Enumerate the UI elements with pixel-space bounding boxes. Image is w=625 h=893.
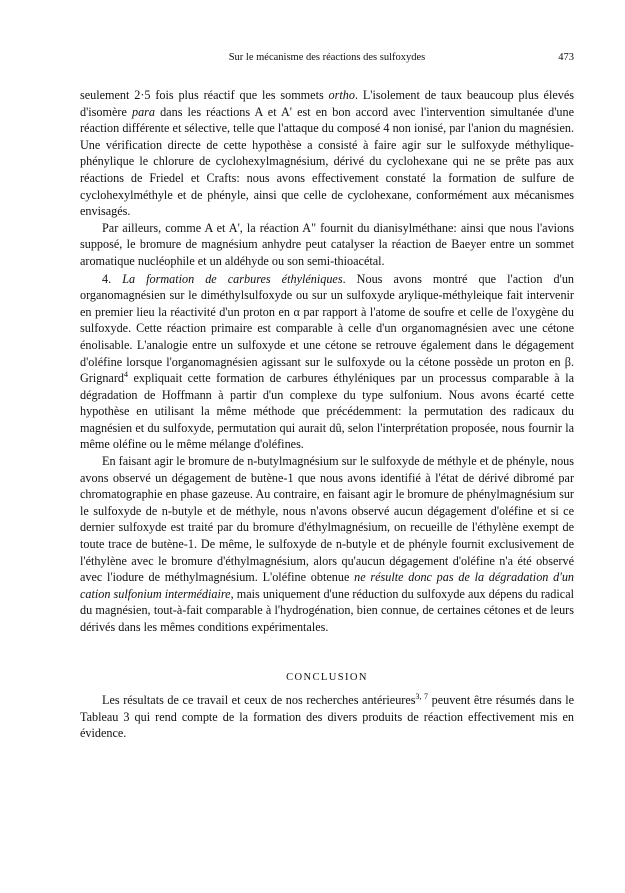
paragraph-2: Par ailleurs, comme A et A', la réaction A" fournit du dianisylméthane: ainsi que nous l'avions supposé, le bromure de magnésium anhydre peut catalyser la réaction de Baeyer entre un sommet aromatique nucléophile et un aldéhyde ou son semi-thioacétal. [80, 220, 574, 268]
paragraph-1-text-e: dans les réactions A et A' est en bon accord avec l'intervention simultanée d'une réaction différente et sélective, telle que l'attaque du composé 4 non ionisé, par l'anion du magnésien. Une vérification directe de cette hypothèse a consisté à faire agir sur le sulfoxyde méthylique-phénylique le chlorure de cyclohexylmagnésium, dérivé du cyclohexane qui ne se prête pas aux réactions de Friedel et Crafts: nous avons effectivement constaté la formation de sulfure de cyclohexylméthyle et de phényle, ainsi que celle de cyclohexane, conformément aux mécanismes envisagés. [80, 104, 574, 219]
article-body [80, 87, 574, 742]
running-title: Sur le mécanisme des réactions des sulfoxydes [228, 52, 426, 63]
paragraph-4 [80, 453, 574, 636]
paragraph-1 [80, 87, 574, 220]
paragraph-4-text-a: En faisant agir le bromure de n-butylmagnésium sur le sulfoxyde de méthyle et de phényle, nous avons observé un dégagement de butène-1 que nous avons identifié à l'état de dérivé dibromé par chromatographie en phase gazeuse. Au contraire, en faisant agir le bromure de phénylmagnésium sur le sulfoxyde de n-butyle et de méthyle, nous n'avons observé aucun dégagement d'oléfine et si ce dernier sulfoxyde est traité par du bromure d'éthylmagnésium, on recueille de l'éthylène exempt de toute trace de butène-1. De même, le sulfoxyde de n-butyle et de phényle fournit exclusivement de l'éthylène avec le bromure d'éthylmagnésium, alors qu'aucun dégagement d'oléfine n'a été observé avec l'iodure de méthylmagnésium. L'oléfine obtenue [80, 454, 574, 585]
conclusion-text-b: peuvent être résumés dans le Tableau 3 qui rend compte de la formation des divers produits de réaction effectivement mis en évidence. [80, 693, 575, 741]
paragraph-1-italic-ortho: ortho [328, 88, 355, 102]
conclusion-reference-superscript: 3, 7 [415, 692, 429, 702]
conclusion-text-a: Les résultats de ce travail et ceux de nos recherches antérieures [102, 693, 416, 708]
running-head [80, 52, 574, 70]
page-number: 473 [558, 52, 574, 63]
paragraph-3-text-a: . Nous avons montré que l'action d'un organomagnésien sur le diméthylsulfoxyde ou sur un sulfoxyde arylique-méthyleique fait intervenir en premier lieu la réactivité d'un proton en α par rapport à l'atome de soufre et celle de l'oxygène du sulfoxyde. Cette réaction primaire est comparable à celle d'un organomagnésien avec une cétone énolisable. L'analogie entre un sulfoxyde et une cétone se retrouve également dans le dégagement d'oléfine lorsque l'organomagnésien agissant sur le sulfoxyde ou la cétone possède un proton en β. Grignard [80, 271, 575, 386]
paragraph-3 [80, 271, 574, 454]
paragraph-1-text-c: . L'isolement de taux beaucoup plus élevés d'isomère [80, 88, 574, 119]
section-title: La formation de carbures éthyléniques [122, 271, 343, 286]
conclusion-paragraph [80, 692, 574, 742]
section-number: 4. [102, 271, 123, 286]
paragraph-4-italic-emphasis: ne résulte donc pas de la dégradation d'un cation sulfonium intermédiaire [80, 570, 575, 601]
paragraph-4-text-c: , mais uniquement d'une réduction du sulfoxyde aux dépens du radical du magnésien, tout-à-fait comparable à l'hydrogénation, bien connue, de certaines cétones et de leurs dérivés dans les mêmes conditions expérimentales. [80, 586, 574, 634]
paragraph-1-text-a: seulement 2·5 fois plus réactif que les sommets [80, 88, 329, 102]
conclusion-heading: CONCLUSION [286, 671, 368, 683]
paragraph-3-text-b: expliquait cette formation de carbures éthyléniques par un processus comparable à la dégradation de Hoffmann à partir d'un complexe du type sulfonium. Nous avons écarté cette hypothèse en utilisant la même méthode que précédemment: la permutation des radicaux du magnésien et du sulfoxyde, permutation qui aurait dû, selon l'interprétation proposée, nous fournir la même oléfine ou le même mélange d'oléfines. [80, 371, 574, 452]
paragraph-1-italic-para: para [131, 104, 155, 119]
reference-superscript: 4 [124, 370, 128, 380]
